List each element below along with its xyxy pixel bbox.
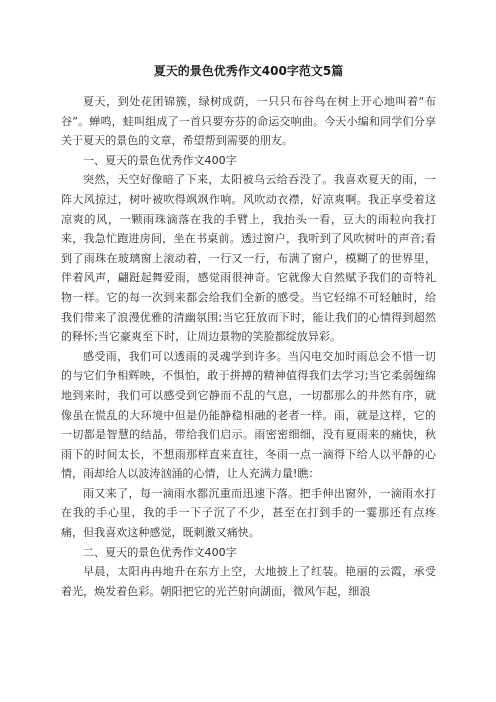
section-1-paragraph-3: 雨又来了，每一滴雨水都沉重而迅速下落。把手伸出窗外，一滴雨水打在我的手心里，我的手一下子沉了不少，甚至在打到手的一霎那还有点疼痛，但我喜欢这种感觉，既刺激又痛快。 [61,486,436,540]
section-heading-1: 一、夏天的景色优秀作文400字 [83,153,237,167]
section-1-paragraph-1: 突然，天空好像暗了下来，太阳被乌云给吞没了。我喜欢夏天的雨，一阵大风掠过，树叶被吹得飒飒作响。风吹动衣襟，好凉爽啊。我正享受着这凉爽的风，一颗雨珠滴落在我的手臂上，我抬头一看，豆大的雨粒向我打来，我急忙跑进房间，坐在书桌前。透过窗户，我听到了风吹树叶的声音;看到了雨珠在玻璃窗上滚动着，一行又一行，布满了窗户，模糊了的世界里，伴着风声，翩跹起舞爱雨，感觉雨很神奇。它就像大自然赋予我们的奇特礼物一样。它的每一次到来都会给我们全新的感受。当它轻绵不可轻触时，给我们带来了浪漫优雅的清幽氛围;当它狂放而下时，能让我们的心情得到超然的释怀;当它豪爽至下时，让周边景物的笑脸都绽放异彩。 [61,173,436,344]
section-2-paragraph-1: 早晨，太阳冉冉地升在东方上空，大地披上了红装。艳丽的云霞，承受着光，焕发着色彩。朝阳把它的光芒射向湖面，微风乍起，细浪 [61,565,436,598]
section-heading-2: 二、夏天的景色优秀作文400字 [83,545,237,559]
document-title: 夏天的景色优秀作文400字范文5篇 [153,64,344,78]
intro-paragraph: 夏天，到处花团锦簇，绿树成荫，一只只布谷鸟在树上开心地叫着“布谷”。蝉鸣，蛙叫组成了一首只要夯芬的命运交响曲。今天小编和同学们分享关于夏天的景色的文章，希望帮到需要的朋友。 [61,95,436,148]
document-body [61,92,436,601]
section-1-paragraph-2: 感受雨，我们可以透雨的灵魂学到许多。当闪电交加时雨总会不惜一切的与它们争相辉映，不惧怕，敢于拼搏的精神值得我们去学习;当它柔弱缠绵地到来时，我们可以感受到它静而不乱的气息，一切都那么的井然有序，就像虽在慌乱的大环境中但是仍能静稳相融的老者一样。雨，就是这样，它的一切都是智慧的结晶，带给我们启示。雨密密细细，没有夏雨来的痛快，秋雨下的时间太长，不想雨那样直来直往，冬雨一点一滴得下给人以平静的心情，雨却给人以波涛汹涌的心情，让人充满力量!瞧： [61,349,436,481]
